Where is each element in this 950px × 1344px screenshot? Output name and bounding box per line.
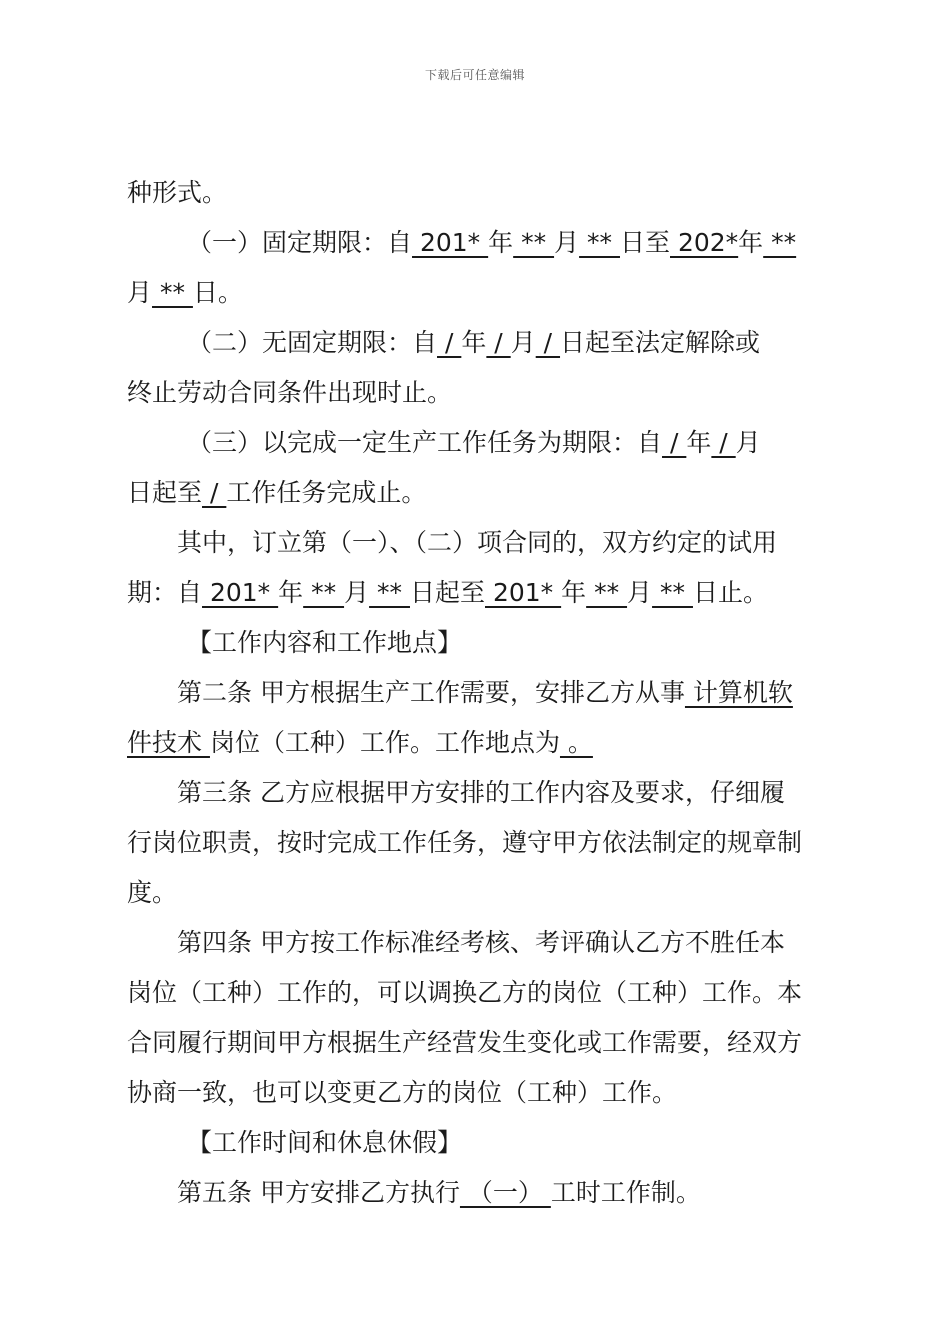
- doc-line: [127, 918, 827, 968]
- text-segment: 日。: [192, 278, 243, 307]
- filled-blank: /: [437, 328, 462, 357]
- doc-line: [127, 968, 827, 1018]
- text-segment: 期：自: [127, 578, 203, 607]
- doc-line: [127, 468, 827, 518]
- text-segment: 【工作时间和休息休假】: [187, 1128, 463, 1157]
- filled-blank: **: [652, 578, 693, 607]
- text-segment: 其中，订立第（一）、（二）项合同的，双方约定的试用: [177, 528, 778, 557]
- text-segment: 日至: [619, 228, 670, 257]
- text-segment: 日起至法定解除或: [560, 328, 761, 357]
- text-segment: 年: [278, 578, 304, 607]
- filled-blank: 202*: [670, 228, 739, 257]
- text-segment: （二）无固定期限：自: [187, 328, 438, 357]
- text-segment: 月: [510, 328, 536, 357]
- text-segment: 协商一致，也可以变更乙方的岗位（工种）工作。: [127, 1078, 678, 1107]
- text-segment: （一）固定期限：自: [187, 228, 413, 257]
- section-heading: [127, 1118, 827, 1168]
- doc-line: [127, 718, 827, 768]
- text-segment: 合同履行期间甲方根据生产经营发生变化或工作需要，经双方: [127, 1028, 803, 1057]
- text-segment: 月: [735, 428, 761, 457]
- doc-line: [127, 318, 827, 368]
- doc-line: [127, 568, 827, 618]
- text-segment: 第二条 甲方根据生产工作需要，安排乙方从事: [177, 678, 685, 707]
- doc-line: [127, 1018, 827, 1068]
- filled-blank: （一）: [459, 1178, 551, 1207]
- text-segment: 终止劳动合同条件出现时止。: [127, 378, 453, 407]
- text-segment: 第四条 甲方按工作标准经考核、考评确认乙方不胜任本: [177, 928, 785, 957]
- filled-blank: 201*: [202, 578, 279, 607]
- filled-blank: **: [763, 228, 797, 257]
- text-segment: 第五条 甲方安排乙方执行: [177, 1178, 460, 1207]
- filled-blank: **: [303, 578, 345, 607]
- text-segment: （三）以完成一定生产工作任务为期限：自: [187, 428, 663, 457]
- filled-blank: **: [369, 578, 410, 607]
- text-segment: 日起至: [127, 478, 203, 507]
- text-segment: 第三条 乙方应根据甲方安排的工作内容及要求，仔细履: [177, 778, 785, 807]
- doc-line: [127, 868, 827, 918]
- filled-blank: /: [711, 428, 736, 457]
- filled-blank: /: [535, 328, 561, 357]
- filled-blank: 201*: [412, 228, 489, 257]
- text-segment: 工时工作制。: [550, 1178, 701, 1207]
- filled-blank: **: [579, 228, 620, 257]
- doc-line: [127, 268, 827, 318]
- doc-line: [127, 1168, 827, 1218]
- text-segment: 月: [554, 228, 580, 257]
- filled-blank: 。: [559, 728, 593, 757]
- doc-line: [127, 668, 827, 718]
- text-segment: 年: [461, 328, 487, 357]
- text-segment: 月: [627, 578, 653, 607]
- doc-line: [127, 518, 827, 568]
- text-segment: 月: [127, 278, 153, 307]
- text-segment: 岗位（工种）工作。工作地点为: [209, 728, 560, 757]
- filled-blank: **: [152, 278, 193, 307]
- text-segment: 年: [488, 228, 514, 257]
- text-segment: 月: [344, 578, 370, 607]
- text-segment: 【工作内容和工作地点】: [187, 628, 463, 657]
- filled-blank: **: [513, 228, 555, 257]
- filled-blank: 计算机软: [684, 678, 793, 707]
- doc-line: [127, 218, 827, 268]
- contract-body: [127, 168, 827, 1218]
- doc-line: [127, 368, 827, 418]
- doc-line: [127, 818, 827, 868]
- doc-line: [127, 768, 827, 818]
- filled-blank: 件技术: [127, 728, 210, 757]
- text-segment: 日止。: [692, 578, 768, 607]
- doc-line: [127, 418, 827, 468]
- filled-blank: **: [586, 578, 628, 607]
- text-segment: 年: [686, 428, 712, 457]
- text-segment: 岗位（工种）工作的，可以调换乙方的岗位（工种）工作。本: [127, 978, 803, 1007]
- text-segment: 度。: [127, 878, 178, 907]
- filled-blank: 201*: [485, 578, 562, 607]
- text-segment: 行岗位职责，按时完成工作任务，遵守甲方依法制定的规章制: [127, 828, 803, 857]
- page-header-note: 下载后可任意编辑: [424, 68, 525, 82]
- doc-line: [127, 1068, 827, 1118]
- filled-blank: /: [202, 478, 227, 507]
- text-segment: 工作任务完成止。: [226, 478, 427, 507]
- section-heading: [127, 618, 827, 668]
- text-segment: 年: [561, 578, 587, 607]
- text-segment: 种形式。: [127, 178, 228, 207]
- doc-line: [127, 168, 827, 218]
- filled-blank: /: [662, 428, 687, 457]
- filled-blank: /: [486, 328, 511, 357]
- text-segment: 年: [738, 228, 764, 257]
- text-segment: 日起至: [409, 578, 485, 607]
